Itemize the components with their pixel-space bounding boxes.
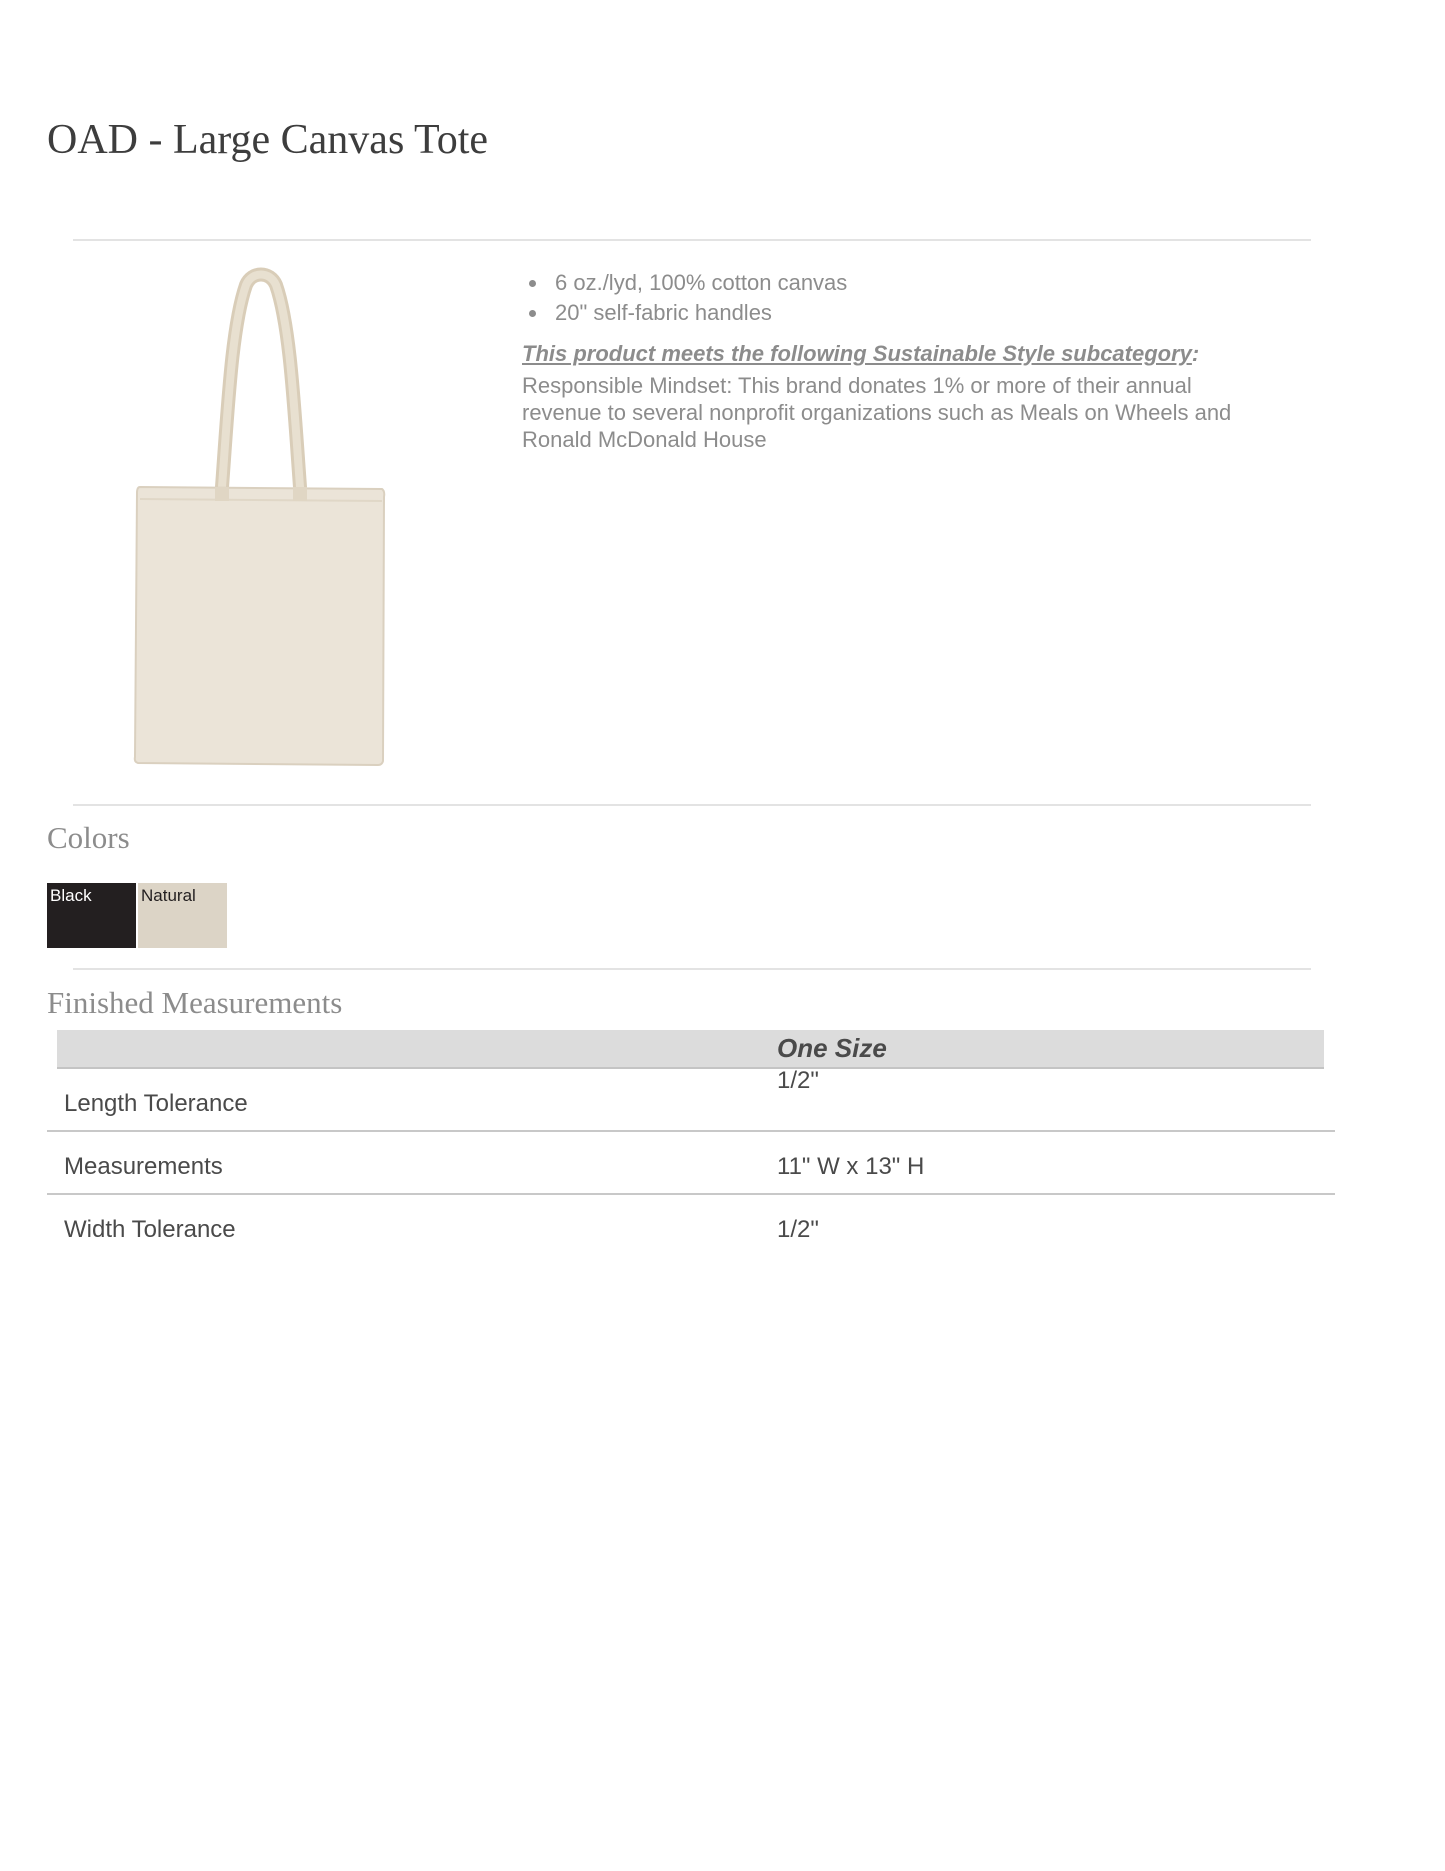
feature-text: 20" self-fabric handles <box>555 300 772 325</box>
row-value: 1/2" <box>777 1067 819 1094</box>
feature-text: 6 oz./lyd, 100% cotton canvas <box>555 270 848 295</box>
column-header-one-size: One Size <box>777 1033 887 1063</box>
table-header <box>57 1030 1324 1069</box>
table-row <box>47 1195 1335 1256</box>
color-swatch-black[interactable] <box>47 883 136 948</box>
product-image <box>120 265 400 775</box>
row-value: 11" W x 13" H <box>777 1153 925 1180</box>
sustainability-heading-suffix: : <box>1191 341 1200 366</box>
sustainability-heading <box>522 340 1262 368</box>
sustainability-description: Responsible Mindset: This brand donates 1% or more of their annual revenue to several nonprofit organizations such as Meals on Wheels and Ronald McDonald House <box>522 373 1232 452</box>
swatch-label: Natural <box>141 886 196 905</box>
swatch-label: Black <box>50 886 92 905</box>
row-value: 1/2" <box>777 1216 819 1243</box>
divider <box>73 968 1311 970</box>
measurements-table <box>47 1030 1335 1256</box>
divider <box>73 804 1311 806</box>
product-details <box>522 268 1262 453</box>
bullet-icon <box>529 280 536 287</box>
sustainability-heading-text: This product meets the following Sustainable Style subcategory <box>522 341 1192 366</box>
list-item <box>522 298 1262 328</box>
bullet-icon <box>529 310 536 317</box>
table-row <box>47 1069 1335 1132</box>
color-swatch-natural[interactable] <box>138 883 227 948</box>
page-title: OAD - Large Canvas Tote <box>47 117 489 163</box>
row-label: Length Tolerance <box>64 1090 248 1117</box>
table-row <box>47 1132 1335 1195</box>
row-label: Width Tolerance <box>64 1216 236 1243</box>
feature-list <box>522 268 1262 328</box>
colors-heading: Colors <box>47 820 130 855</box>
color-swatches <box>47 883 227 948</box>
list-item <box>522 268 1262 298</box>
divider <box>73 239 1311 241</box>
measurements-heading: Finished Measurements <box>47 985 343 1020</box>
canvas-tote-bag-icon <box>120 265 400 775</box>
row-label: Measurements <box>64 1153 223 1180</box>
